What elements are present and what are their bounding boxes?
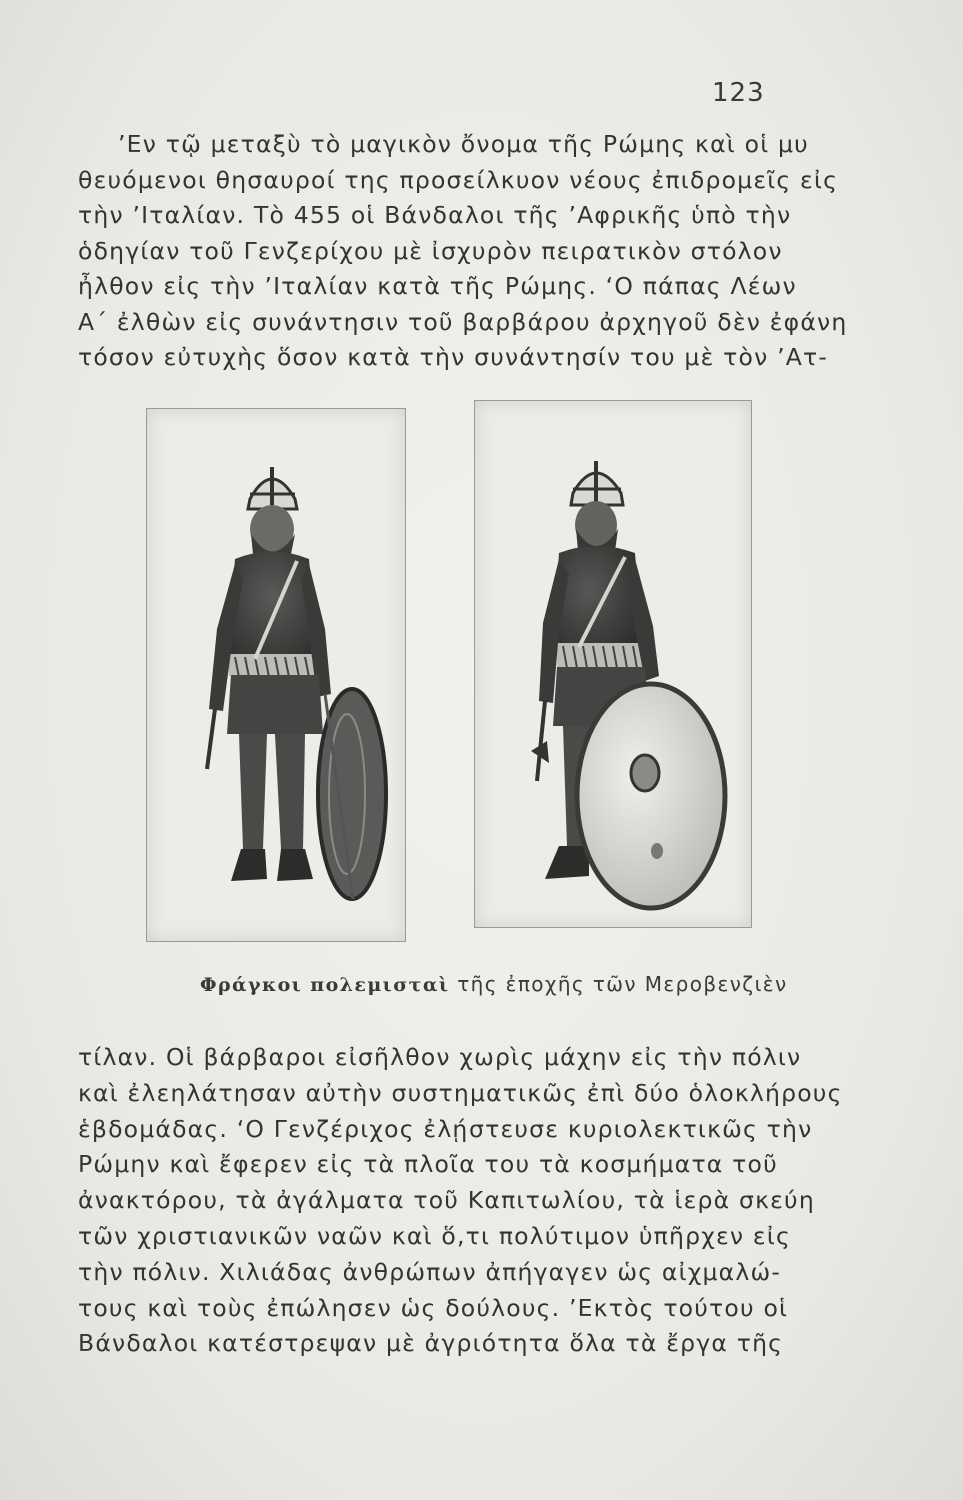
text-line: ἀνακτόρου, τὰ ἀγάλματα τοῦ Καπιτωλίου, τὰ ἱερὰ σκεύη: [78, 1186, 815, 1215]
text-line: θευόμενοι θησαυροί της προσείλκυον νέους ἐπιδρομεῖς εἰς: [78, 165, 839, 194]
text-line: τίλαν. Οἱ βάρβαροι εἰσῆλθον χωρὶς μάχην εἰς τὴν πόλιν: [78, 1043, 802, 1071]
text-line: τους καὶ τοὺς ἐπώλησεν ὡς δούλους. ’Εκτὸς τούτου οἱ: [78, 1293, 789, 1322]
figure-caption: [200, 972, 788, 996]
text-line: ’Εν τῷ μεταξὺ τὸ μαγικὸν ὄνομα τῆς Ρώμης καὶ οἱ μυ: [118, 130, 809, 158]
text-line: τῶν χριστιανικῶν ναῶν καὶ ὅ,τι πολύτιμον ὑπῆρχεν εἰς: [78, 1221, 791, 1250]
paragraph-bottom: [78, 1040, 843, 1362]
page-number: 123: [712, 78, 765, 108]
text-line: ἦλθον εἰς τὴν ’Ιταλίαν κατὰ τῆς Ρώμης. ‘Ο πάπας Λέων: [78, 272, 797, 300]
text-line: τὴν ’Ιταλίαν. Τὸ 455 οἱ Βάνδαλοι τῆς ’Αφρικῆς ὑπὸ τὴν: [78, 201, 792, 229]
warrior-left-illustration: [147, 409, 405, 941]
paragraph-top: [78, 127, 848, 376]
text-line: ἑβδομάδας. ‘Ο Γενζέριχος ἐλῄστευσε κυριολεκτικῶς τὴν: [78, 1114, 813, 1143]
text-line: Α΄ ἐλθὼν εἰς συνάντησιν τοῦ βαρβάρου ἀρχηγοῦ δὲν ἐφάνη: [78, 307, 848, 336]
text-line: τὴν πόλιν. Χιλιάδας ἀνθρώπων ἀπήγαγεν ὡς αἰχμαλώ-: [78, 1257, 782, 1286]
caption-text: τῆς ἐποχῆς τῶν Μεροβενζιὲν: [457, 972, 788, 996]
text-line: ὁδηγίαν τοῦ Γενζερίχου μὲ ἰσχυρὸν πειρατικὸν στόλον: [78, 236, 783, 265]
text-line: καὶ ἐλεηλάτησαν αὐτὴν συστηματικῶς ἐπὶ δύο ὁλοκλήρους: [78, 1078, 843, 1107]
text-line: τόσον εὐτυχὴς ὅσον κατὰ τὴν συνάντησίν του μὲ τὸν ’Ατ-: [78, 343, 829, 371]
warrior-right-illustration: [475, 401, 751, 927]
text-line: Βάνδαλοι κατέστρεψαν μὲ ἀγριότητα ὅλα τὰ ἔργα τῆς: [78, 1329, 784, 1358]
photo-warrior-left: [146, 408, 406, 942]
caption-bold: Φράγκοι πολεμισταὶ: [200, 974, 450, 996]
text-line: Ρώμην καὶ ἔφερεν εἰς τὰ πλοῖα του τὰ κοσμήματα τοῦ: [78, 1150, 778, 1179]
photo-warrior-right: [474, 400, 752, 928]
